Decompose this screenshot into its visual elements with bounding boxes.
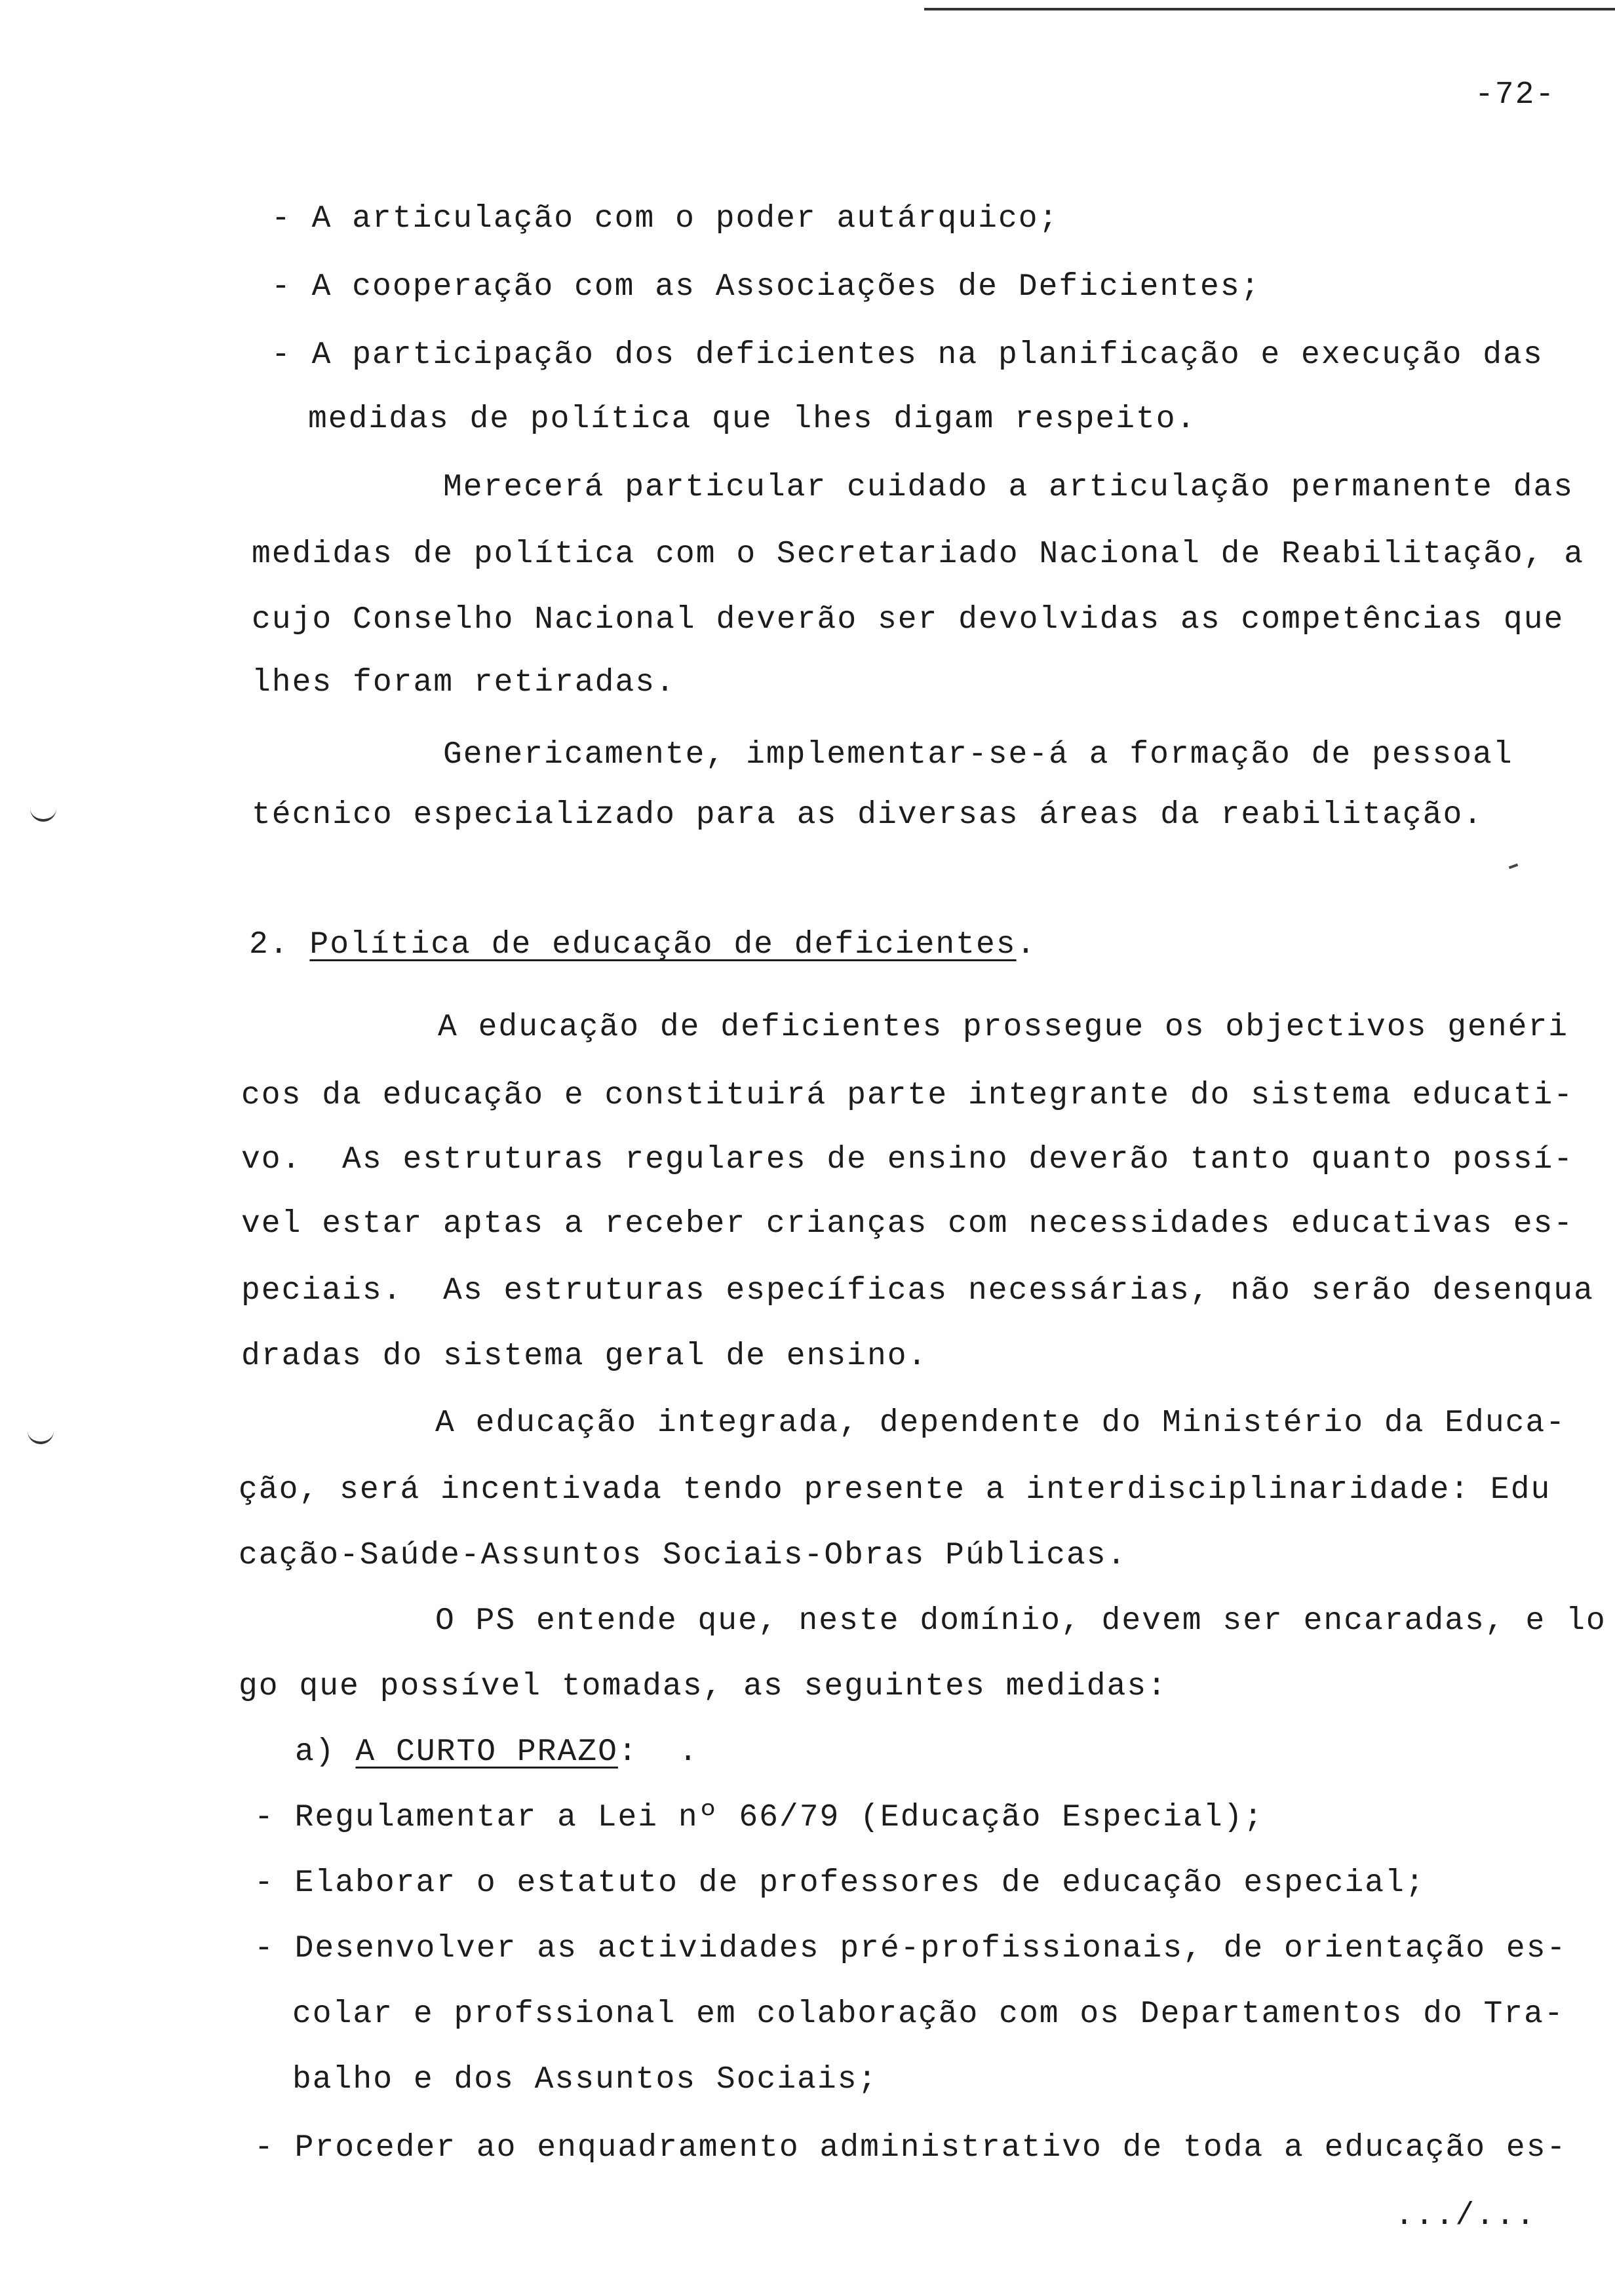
paragraph-line: ção, será incentivada tendo presente a interdisciplinaridade: Edu — [239, 1472, 1551, 1508]
margin-mark — [30, 805, 56, 822]
list-item: - Elaborar o estatuto de professores de educação especial; — [254, 1866, 1426, 1901]
paragraph-line: A educação de deficientes prossegue os objectivos genéri — [438, 1010, 1569, 1045]
subheading — [295, 1734, 699, 1770]
list-item-continuation: medidas de política que lhes digam respeito. — [308, 402, 1197, 437]
paragraph-line: A educação integrada, dependente do Ministério da Educa- — [435, 1406, 1566, 1441]
paragraph-line: Genericamente, implementar-se-á a formação de pessoal — [443, 737, 1513, 773]
continuation-marker: .../... — [1395, 2198, 1536, 2234]
paragraph-line: cujo Conselho Nacional deverão ser devolvidas as competências que — [252, 602, 1565, 638]
paragraph-line: dradas do sistema geral de ensino. — [241, 1339, 928, 1374]
paragraph-line: cação-Saúde-Assuntos Sociais-Obras Públicas. — [239, 1538, 1127, 1573]
list-item: - A cooperação com as Associações de Deficientes; — [271, 269, 1261, 305]
list-item: - Regulamentar a Lei nº 66/79 (Educação Especial); — [254, 1800, 1264, 1835]
section-number: 2. — [249, 927, 290, 963]
margin-mark — [28, 1427, 54, 1444]
page-number: -72- — [1475, 77, 1556, 113]
section-heading — [249, 927, 1036, 963]
paragraph-line: peciais. As estruturas específicas necessárias, não serão desenqua — [241, 1273, 1594, 1309]
list-item-continuation: colar e profssional em colaboração com os Departamentos do Tra- — [292, 1997, 1565, 2032]
paragraph-line: lhes foram retiradas. — [252, 665, 676, 700]
list-item: - A articulação com o poder autárquico; — [271, 201, 1059, 237]
paragraph-line: O PS entende que, neste domínio, devem ser encaradas, e lo — [435, 1603, 1606, 1639]
list-item: - A participação dos deficientes na planificação e execução das — [271, 337, 1544, 373]
list-item: - Desenvolver as actividades pré-profissionais, de orientação es- — [254, 1931, 1567, 1966]
subheading-prefix: a) — [295, 1734, 336, 1770]
list-item-continuation: balho e dos Assuntos Sociais; — [292, 2062, 878, 2097]
speck — [1509, 864, 1519, 870]
paragraph-line: técnico especializado para as diversas áreas da reabilitação. — [252, 797, 1484, 833]
paragraph-line: cos da educação e constituirá parte integrante do sistema educati- — [241, 1078, 1574, 1113]
top-rule — [924, 8, 1615, 10]
section-title: Política de educação de deficientes — [309, 927, 1017, 963]
paragraph-line: vel estar aptas a receber crianças com necessidades educativas es- — [241, 1206, 1574, 1242]
paragraph-line: Merecerá particular cuidado a articulação permanente das — [443, 470, 1574, 505]
subheading-title: A CURTO PRAZO — [355, 1734, 618, 1770]
paragraph-line: go que possível tomadas, as seguintes medidas: — [239, 1669, 1168, 1704]
section-heading-end: . — [1016, 927, 1037, 963]
list-item: - Proceder ao enquadramento administrativo de toda a educação es- — [254, 2130, 1567, 2166]
paragraph-line: medidas de política com o Secretariado Nacional de Reabilitação, a — [252, 537, 1585, 572]
paragraph-line: vo. As estruturas regulares de ensino deverão tanto quanto possí- — [241, 1142, 1574, 1177]
subheading-suffix: : . — [617, 1734, 699, 1770]
